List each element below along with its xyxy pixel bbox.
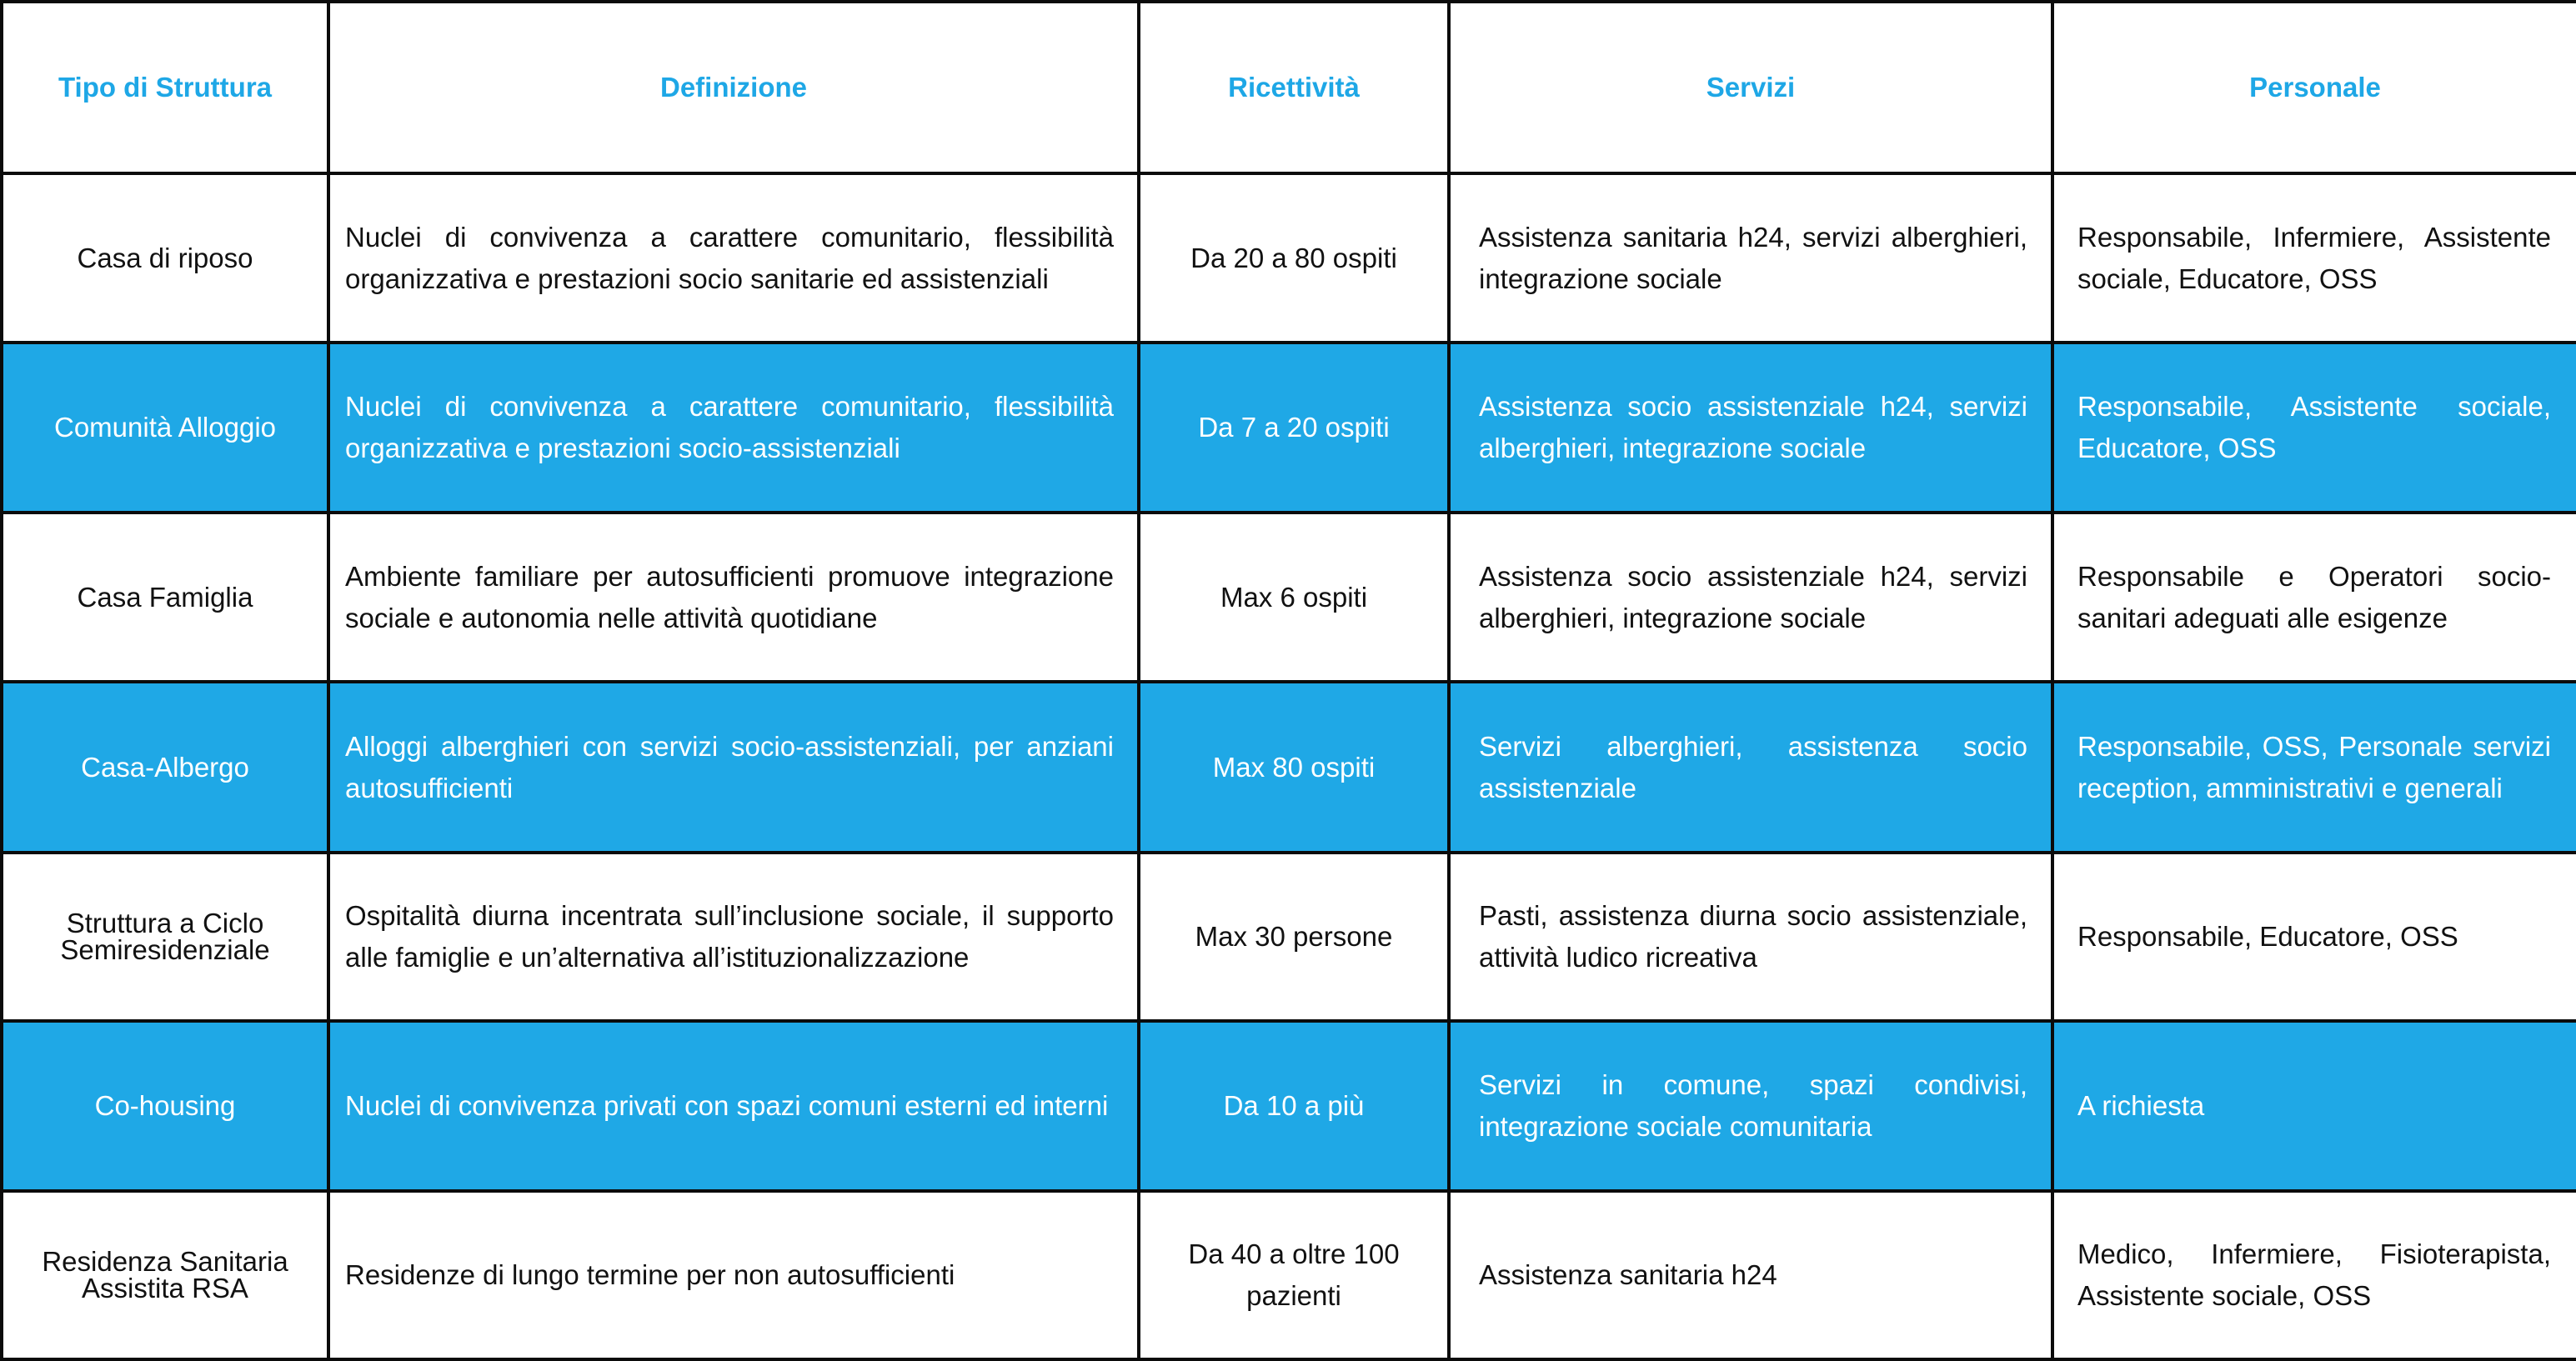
cell-personale: Responsabile e Operatori socio-sanitari adeguati alle esigenze	[2052, 513, 2576, 682]
cell-servizi: Assistenza sanitaria h24, servizi alberghieri, integrazione sociale	[1449, 173, 2052, 343]
cell-servizi: Assistenza sanitaria h24	[1449, 1191, 2052, 1359]
cell-definizione: Ambiente familiare per autosufficienti promuove integrazione sociale e autonomia nelle attività quotidiane	[328, 513, 1139, 682]
cell-servizi: Assistenza socio assistenziale h24, servizi alberghieri, integrazione sociale	[1449, 343, 2052, 513]
cell-personale: Medico, Infermiere, Fisioterapista, Assistente sociale, OSS	[2052, 1191, 2576, 1359]
header-personale: Personale	[2052, 2, 2576, 173]
cell-servizi: Servizi in comune, spazi condivisi, integrazione sociale comunitaria	[1449, 1021, 2052, 1191]
header-servizi: Servizi	[1449, 2, 2052, 173]
cell-personale: A richiesta	[2052, 1021, 2576, 1191]
cell-ricettivita: Max 30 persone	[1139, 853, 1449, 1021]
header-tipo: Tipo di Struttura	[2, 2, 328, 173]
cell-ricettivita: Max 6 ospiti	[1139, 513, 1449, 682]
cell-ricettivita: Da 7 a 20 ospiti	[1139, 343, 1449, 513]
header-ricettivita: Ricettività	[1139, 2, 1449, 173]
cell-servizi: Assistenza socio assistenziale h24, servizi alberghieri, integrazione sociale	[1449, 513, 2052, 682]
table-row	[2, 1021, 2576, 1191]
cell-personale: Responsabile, Assistente sociale, Educatore, OSS	[2052, 343, 2576, 513]
cell-definizione: Nuclei di convivenza a carattere comunitario, flessibilità organizzativa e prestazioni socio sanitarie ed assistenziali	[328, 173, 1139, 343]
cell-servizi: Pasti, assistenza diurna socio assistenziale, attività ludico ricreativa	[1449, 853, 2052, 1021]
cell-definizione: Residenze di lungo termine per non autosufficienti	[328, 1191, 1139, 1359]
cell-ricettivita: Max 80 ospiti	[1139, 682, 1449, 853]
cell-personale: Responsabile, Educatore, OSS	[2052, 853, 2576, 1021]
cell-definizione: Ospitalità diurna incentrata sull’inclusione sociale, il supporto alle famiglie e un’alternativa all’istituzionalizzazione	[328, 853, 1139, 1021]
header-definizione: Definizione	[328, 2, 1139, 173]
cell-tipo: Residenza Sanitaria Assistita RSA	[2, 1191, 328, 1359]
cell-tipo: Co-housing	[2, 1021, 328, 1191]
cell-tipo: Casa di riposo	[2, 173, 328, 343]
header-row	[2, 2, 2576, 173]
cell-tipo: Comunità Alloggio	[2, 343, 328, 513]
cell-personale: Responsabile, Infermiere, Assistente sociale, Educatore, OSS	[2052, 173, 2576, 343]
cell-definizione: Nuclei di convivenza a carattere comunitario, flessibilità organizzativa e prestazioni socio-assistenziali	[328, 343, 1139, 513]
table-row	[2, 343, 2576, 513]
cell-definizione: Nuclei di convivenza privati con spazi comuni esterni ed interni	[328, 1021, 1139, 1191]
table-row	[2, 682, 2576, 853]
table-row	[2, 853, 2576, 1021]
cell-ricettivita: Da 40 a oltre 100 pazienti	[1139, 1191, 1449, 1359]
cell-tipo: Struttura a Ciclo Semiresidenziale	[2, 853, 328, 1021]
cell-definizione: Alloggi alberghieri con servizi socio-assistenziali, per anziani autosufficienti	[328, 682, 1139, 853]
table-row	[2, 173, 2576, 343]
cell-personale: Responsabile, OSS, Personale servizi reception, amministrativi e generali	[2052, 682, 2576, 853]
cell-ricettivita: Da 10 a più	[1139, 1021, 1449, 1191]
cell-ricettivita: Da 20 a 80 ospiti	[1139, 173, 1449, 343]
cell-tipo: Casa-Albergo	[2, 682, 328, 853]
cell-servizi: Servizi alberghieri, assistenza socio assistenziale	[1449, 682, 2052, 853]
table-row	[2, 513, 2576, 682]
table-row	[2, 1191, 2576, 1359]
cell-tipo: Casa Famiglia	[2, 513, 328, 682]
